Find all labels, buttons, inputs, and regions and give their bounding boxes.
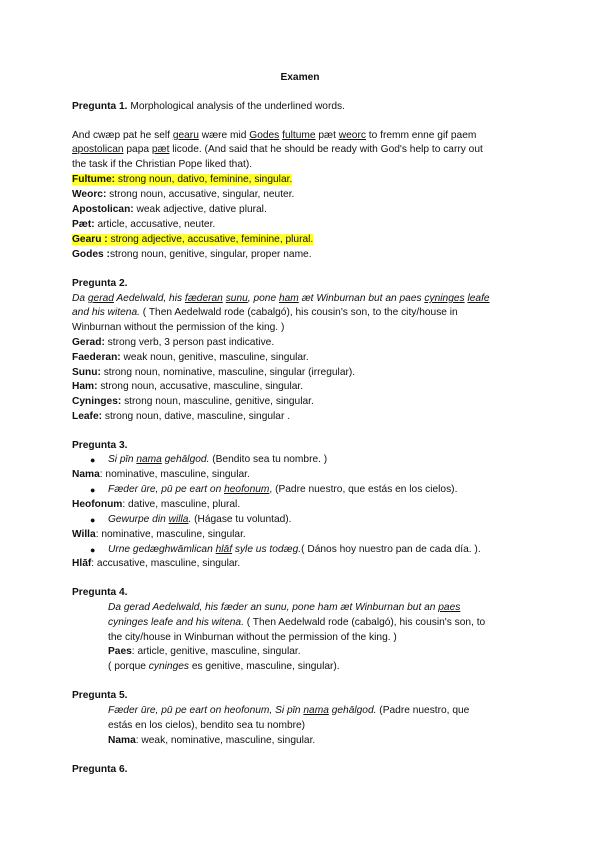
answer-term: Cyninges: xyxy=(72,396,122,407)
translation: (Padre nuestro, que xyxy=(376,705,470,716)
underlined-word: gerad xyxy=(87,293,114,304)
bullet-icon: ● xyxy=(90,485,96,495)
q2-answer xyxy=(72,380,303,395)
q1-passage-line-1 xyxy=(72,129,476,144)
answer-desc: strong adjective, accusative, feminine, plural. xyxy=(107,234,314,245)
underlined-word: ham xyxy=(278,293,299,304)
q3-answer xyxy=(72,557,240,572)
document-title: Examen xyxy=(280,72,320,83)
answer-term: Hlāf xyxy=(72,558,92,569)
answer-desc: strong noun, nominative, masculine, singular (irregular). xyxy=(100,367,356,378)
answer-term: Godes : xyxy=(72,249,110,260)
q1-passage-line-3: the task if the Christian Pope liked that). xyxy=(72,159,253,170)
q3-item xyxy=(108,513,292,528)
text: pæt xyxy=(315,130,339,141)
answer-term: Paes xyxy=(108,646,132,657)
q5-heading: Pregunta 5. xyxy=(72,690,128,701)
answer-term: Fultume: xyxy=(72,174,116,185)
underlined-word: willa xyxy=(168,514,189,525)
q4-note xyxy=(108,660,340,675)
answer-desc: weak noun, genitive, masculine, singular. xyxy=(120,352,309,363)
text: licode. (And said that he should be ready with God's help to carry out xyxy=(169,144,483,155)
answer-term: Nama xyxy=(72,469,100,480)
underlined-word: nama xyxy=(303,705,329,716)
q4-passage-line-3: the city/house in Winburnan without the permission of the king. ) xyxy=(108,632,397,643)
answer-desc: : article, genitive, masculine, singular. xyxy=(131,646,301,657)
underlined-word: hlāf xyxy=(215,544,233,555)
answer-desc: : accusative, masculine, singular. xyxy=(91,558,241,569)
answer-desc: : nominative, masculine, singular. xyxy=(95,529,246,540)
q2-passage-line-2 xyxy=(72,306,458,321)
answer-term: Gearu : xyxy=(72,234,108,245)
answer-term: Faederan: xyxy=(72,352,121,363)
text: Urne gedæghwāmlican xyxy=(108,544,216,555)
translation: ( Dános hoy nuestro pan de cada día. ). xyxy=(301,544,481,555)
q4-heading: Pregunta 4. xyxy=(72,587,128,598)
text: Fæder ūre, pū pe eart on xyxy=(108,484,225,495)
q4-passage-line-1 xyxy=(108,601,460,616)
q1-answer xyxy=(72,188,294,203)
answer-desc: strong noun, accusative, singular, neuter. xyxy=(106,189,295,200)
translation: , (Padre nuestro, que estás en los cielos). xyxy=(269,484,458,495)
q2-answer xyxy=(72,351,309,366)
q1-header xyxy=(72,100,345,115)
q2-answer xyxy=(72,395,314,410)
underlined-word: leafe xyxy=(467,293,490,304)
answer-term: Weorc: xyxy=(72,189,107,200)
text: gehālgod. xyxy=(161,454,210,465)
text: Da xyxy=(72,293,88,304)
text: And cwæp pat he self xyxy=(72,130,173,141)
text: æt Winburnan but an paes xyxy=(298,293,425,304)
underlined-word: cyninges xyxy=(424,293,465,304)
q1-answer xyxy=(72,203,267,218)
q3-answer xyxy=(72,498,240,513)
q3-item xyxy=(108,543,481,558)
underlined-word: pæt xyxy=(151,144,170,155)
underlined-word: gearu xyxy=(172,130,199,141)
answer-term: Leafe: xyxy=(72,411,103,422)
answer-desc: strong noun, dative, masculine, singular . xyxy=(102,411,291,422)
underlined-word: nama xyxy=(136,454,162,465)
q3-item xyxy=(108,453,327,468)
underlined-word: Godes xyxy=(249,130,280,141)
q2-passage-line-3: Winburnan without the permission of the king. ) xyxy=(72,322,285,333)
answer-desc: : nominative, masculine, singular. xyxy=(99,469,250,480)
underlined-word: fæderan xyxy=(184,293,223,304)
q5-passage-line-1 xyxy=(108,704,469,719)
q6-heading: Pregunta 6. xyxy=(72,764,128,775)
q1-answer xyxy=(72,248,312,263)
answer-desc: strong noun, genitive, singular, proper name. xyxy=(109,249,312,260)
text: cyninges xyxy=(148,661,189,672)
underlined-word: fultume xyxy=(282,130,316,141)
answer-desc: article, accusative, neuter. xyxy=(94,219,216,230)
q4-answer xyxy=(108,645,301,660)
answer-term: Willa xyxy=(72,529,96,540)
q5-passage-line-2: estás en los cielos), bendito sea tu nombre) xyxy=(108,720,306,731)
text: papa xyxy=(123,144,152,155)
underlined-word: weorc xyxy=(338,130,366,141)
answer-desc: weak adjective, dative plural. xyxy=(133,204,267,215)
text: , pone xyxy=(247,293,279,304)
q2-heading: Pregunta 2. xyxy=(72,278,128,289)
answer-term: Sunu: xyxy=(72,367,101,378)
bullet-icon: ● xyxy=(90,455,96,465)
q3-heading: Pregunta 3. xyxy=(72,440,128,451)
q2-answer xyxy=(72,410,290,425)
q1-answer xyxy=(72,173,292,188)
q2-passage-line-1 xyxy=(72,292,490,307)
answer-desc: : dative, masculine, plural. xyxy=(122,499,241,510)
q1-passage-line-2 xyxy=(72,143,483,158)
answer-desc: strong noun, dativo, feminine, singular. xyxy=(115,174,293,185)
bullet-icon: ● xyxy=(90,515,96,525)
text: ( Then Aedelwald rode (cabalgó), his cousin's son, to the city/house in xyxy=(139,307,458,318)
text: Da gerad Aedelwald, his fæder an sunu, pone ham æt Winburnan but an xyxy=(108,602,439,613)
text: ( porque xyxy=(108,661,149,672)
answer-term: Gerad: xyxy=(72,337,105,348)
answer-term: Apostolican: xyxy=(72,204,134,215)
q2-answer xyxy=(72,336,274,351)
q5-answer xyxy=(108,734,315,749)
text: Si pīn xyxy=(108,454,137,465)
answer-desc: strong verb, 3 person past indicative. xyxy=(104,337,275,348)
text: syle us todæg. xyxy=(232,544,302,555)
q3-item xyxy=(108,483,457,498)
q1-prompt: Morphological analysis of the underlined words. xyxy=(130,101,345,112)
translation: (Bendito sea tu nombre. ) xyxy=(209,454,328,465)
q3-answer xyxy=(72,528,246,543)
underlined-word: heofonum xyxy=(224,484,270,495)
answer-term: Nama xyxy=(108,735,136,746)
q1-heading: Pregunta 1. xyxy=(72,101,128,112)
text: wære mid xyxy=(198,130,250,141)
underlined-word: paes xyxy=(438,602,461,613)
translation: (Hágase tu voluntad). xyxy=(191,514,292,525)
text: . xyxy=(188,514,192,525)
text: ( Then Aedelwald rode (cabalgó), his cousin's son, to xyxy=(243,617,486,628)
text: es genitive, masculine, singular). xyxy=(189,661,340,672)
q2-answer xyxy=(72,366,355,381)
answer-desc: strong noun, accusative, masculine, singular. xyxy=(97,381,304,392)
q1-answer xyxy=(72,218,215,233)
q1-answer xyxy=(72,233,313,248)
answer-term: Pæt: xyxy=(72,219,95,230)
underlined-word: sunu xyxy=(225,293,248,304)
answer-term: Ham: xyxy=(72,381,98,392)
underlined-word: apostolican xyxy=(72,144,124,155)
answer-term: Heofonum xyxy=(72,499,123,510)
text: gehālgod. xyxy=(328,705,377,716)
text: Fæder ūre, pū pe eart on heofonum, Si pīn xyxy=(108,705,304,716)
text: to fremm enne gif paem xyxy=(365,130,477,141)
text: Gewurpe din xyxy=(108,514,169,525)
text: Aedelwald, his xyxy=(113,293,185,304)
q4-passage-line-2 xyxy=(108,616,485,631)
text: and his witena. xyxy=(72,307,140,318)
bullet-icon: ● xyxy=(90,545,96,555)
q3-answer xyxy=(72,468,250,483)
text: cyninges leafe and his witena. xyxy=(108,617,244,628)
answer-desc: : weak, nominative, masculine, singular. xyxy=(135,735,316,746)
answer-desc: strong noun, masculine, genitive, singular. xyxy=(121,396,314,407)
